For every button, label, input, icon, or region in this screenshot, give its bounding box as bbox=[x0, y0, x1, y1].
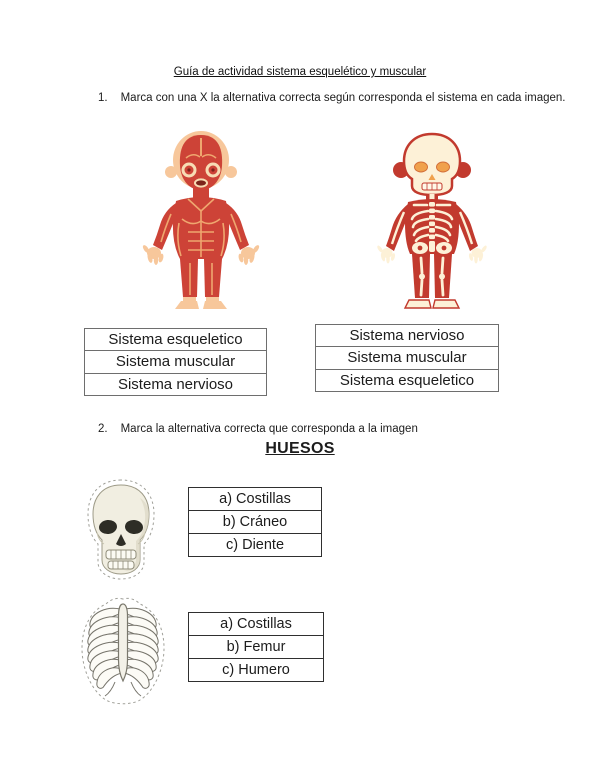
question-2-number: 2. bbox=[98, 423, 108, 435]
muscular-system-figure-svg bbox=[118, 128, 284, 314]
option-row[interactable]: a) Costillas bbox=[219, 491, 291, 507]
question-1 bbox=[98, 92, 566, 104]
option-row[interactable]: Sistema muscular bbox=[316, 346, 498, 368]
skull-figure bbox=[82, 478, 160, 584]
question-1-text: Marca con una X la alternativa correcta según corresponda el sistema en cada imagen. bbox=[120, 92, 566, 104]
option-row[interactable]: c) Diente bbox=[189, 533, 321, 556]
page-title: Guía de actividad sistema esquelético y muscular bbox=[173, 66, 427, 78]
skull-options-table bbox=[188, 487, 322, 557]
ribcage-options-table bbox=[188, 612, 324, 682]
question-1-number: 1. bbox=[98, 92, 108, 104]
option-row[interactable]: Sistema nervioso bbox=[85, 373, 266, 395]
muscular-system-figure bbox=[118, 128, 284, 314]
ribcage-figure-svg bbox=[78, 596, 168, 706]
muscular-figure-options-table bbox=[84, 328, 267, 396]
option-row[interactable]: Sistema esqueletico bbox=[108, 331, 243, 348]
question-2 bbox=[98, 423, 418, 435]
section-heading-huesos: HUESOS bbox=[265, 440, 335, 457]
option-row[interactable]: Sistema esqueletico bbox=[316, 369, 498, 391]
skull-figure-svg bbox=[82, 478, 160, 584]
option-row[interactable]: Sistema nervioso bbox=[349, 327, 465, 344]
option-row[interactable]: a) Costillas bbox=[220, 616, 292, 632]
option-row[interactable]: c) Humero bbox=[189, 658, 323, 681]
ribcage-figure bbox=[78, 596, 168, 706]
question-2-text: Marca la alternativa correcta que corresponda a la imagen bbox=[120, 423, 418, 435]
skeleton-figure-options-table bbox=[315, 324, 499, 392]
option-row[interactable]: b) Cráneo bbox=[189, 510, 321, 533]
skeletal-system-figure bbox=[352, 128, 512, 314]
option-row[interactable]: b) Femur bbox=[189, 635, 323, 658]
option-row[interactable]: Sistema muscular bbox=[85, 350, 266, 372]
skeletal-system-figure-svg bbox=[352, 128, 512, 314]
